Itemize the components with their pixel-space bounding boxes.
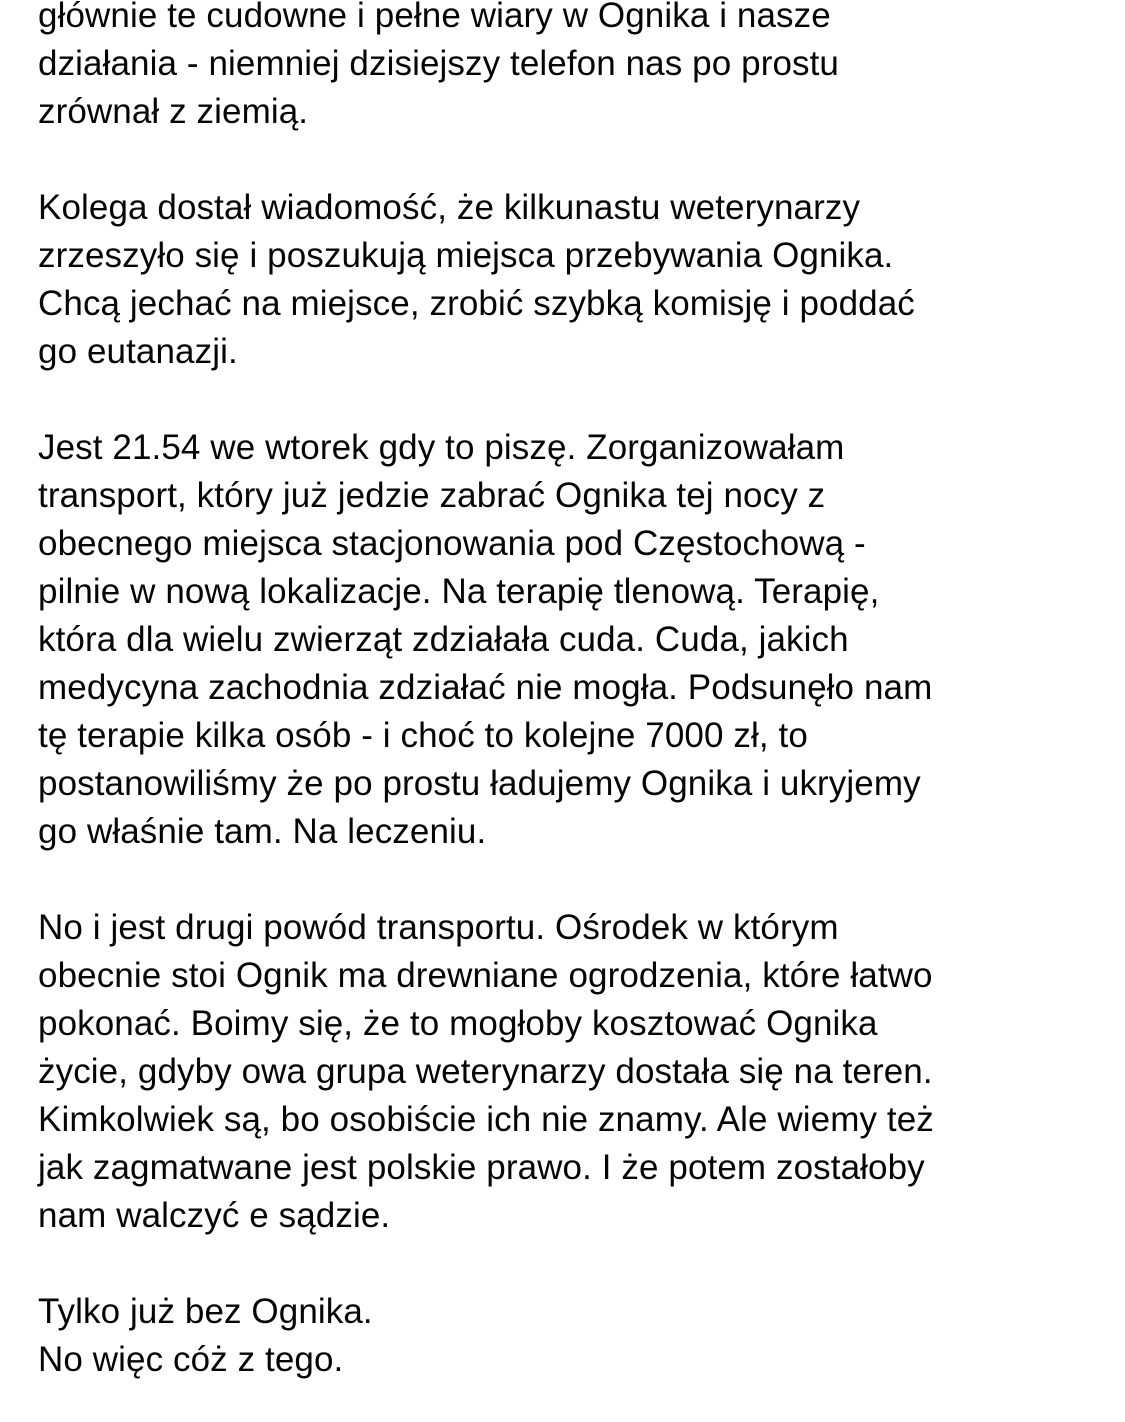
post-text (38, 0, 1108, 1384)
text-line: działania - niemniej dzisiejszy telefon nas po prostu (38, 44, 840, 83)
paragraph-4 (38, 904, 1108, 1240)
text-line: go właśnie tam. Na leczeniu. (38, 812, 487, 851)
text-line: Chcą jechać na miejsce, zrobić szybką komisję i poddać (38, 284, 915, 323)
text-line: życie, gdyby owa grupa weterynarzy dostała się na teren. (38, 1052, 933, 1091)
text-line: pokonać. Boimy się, że to mogłoby kosztować Ognika (38, 1004, 878, 1043)
text-line: obecnie stoi Ognik ma drewniane ogrodzenia, które łatwo (38, 956, 933, 995)
text-line: Tylko już bez Ognika. (38, 1292, 373, 1331)
paragraph-1 (38, 0, 1108, 136)
text-line: która dla wielu zwierząt zdziałała cuda. Cuda, jakich (38, 620, 849, 659)
text-line: pilnie w nową lokalizacje. Na terapię tlenową. Terapię, (38, 572, 880, 611)
text-line: tę terapie kilka osób - i choć to kolejne 7000 zł, to (38, 716, 808, 755)
text-line: Kolega dostał wiadomość, że kilkunastu weterynarzy (38, 188, 861, 227)
paragraph-3 (38, 424, 1108, 856)
text-line: Jest 21.54 we wtorek gdy to piszę. Zorganizowałam (38, 428, 845, 467)
text-line: nam walczyć e sądzie. (38, 1196, 391, 1235)
text-line: No więc cóż z tego. (38, 1340, 344, 1379)
text-line: zrzeszyło się i poszukują miejsca przebywania Ognika. (38, 236, 894, 275)
text-line: transport, który już jedzie zabrać Ognika tej nocy z (38, 476, 826, 515)
text-line: No i jest drugi powód transportu. Ośrodek w którym (38, 908, 839, 947)
text-line: postanowiliśmy że po prostu ładujemy Ognika i ukryjemy (38, 764, 921, 803)
text-line: go eutanazji. (38, 332, 238, 371)
paragraph-2 (38, 184, 1108, 376)
text-line: zrównał z ziemią. (38, 92, 309, 131)
text-line: jak zagmatwane jest polskie prawo. I że potem zostałoby (38, 1148, 925, 1187)
text-line: obecnego miejsca stacjonowania pod Częstochową - (38, 524, 866, 563)
text-line: medycyna zachodnia zdziałać nie mogła. Podsunęło nam (38, 668, 933, 707)
text-line: Kimkolwiek są, bo osobiście ich nie znamy. Ale wiemy też (38, 1100, 934, 1139)
paragraph-5 (38, 1288, 1108, 1384)
text-line: głównie te cudowne i pełne wiary w Ognika i nasze (38, 0, 831, 35)
